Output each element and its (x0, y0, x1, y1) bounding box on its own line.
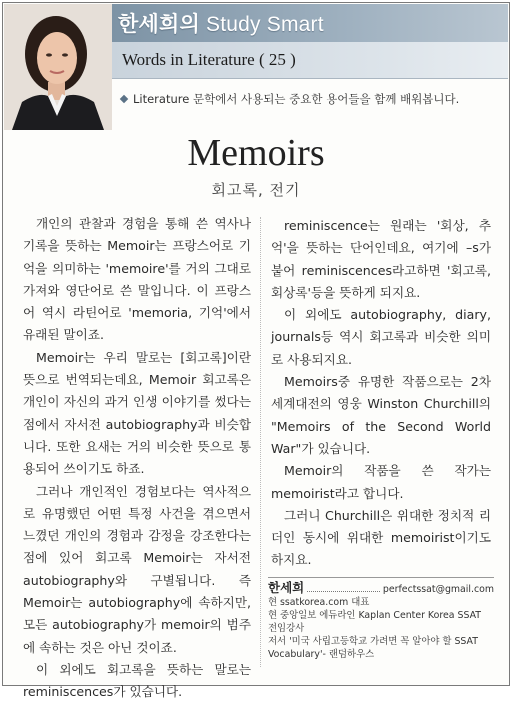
dotted-leader (307, 591, 380, 592)
paragraph: reminiscence는 원래는 '회상, 추억'을 뜻하는 단어인데요, 여기에 –s가 붙어 reminiscences라고하면 '회고록, 회상록'등을 뜻하게 되지요. (271, 218, 491, 300)
paragraph: 개인의 관찰과 경험을 통해 쓴 역사나 기록을 뜻하는 Memoir는 프랑스어로 기억을 의미하는 'memoire'를 거의 그대로 가져와 영단어로 쓴 말입니다. 이 프랑스어 역시 라틴어로 'memoria, 기억'에서 유래된 말이죠. (23, 216, 251, 343)
author-bio-line: 저서 '미국 사립고등학교 가려면 꼭 알아야 할 SSAT (268, 636, 478, 647)
article-page (2, 2, 510, 700)
author-box (268, 577, 494, 661)
author-name: 한세희 (268, 580, 305, 595)
series-subtitle: Words in Literature ( 25 ) (122, 50, 296, 69)
paragraph: Memoirs중 유명한 작품으로는 2차 세계대전의 영웅 Winston Churchill의 "Memoirs of the Second World War"가 있습니다. (271, 374, 491, 456)
author-photo (4, 4, 112, 130)
left-column (23, 213, 251, 704)
author-bio-line: Vocabulary'- 랜덤하우스 (268, 649, 375, 660)
author-name-row (268, 581, 494, 596)
header-subbanner (112, 42, 508, 79)
diamond-bullet-icon (120, 95, 128, 103)
header-banner (112, 4, 508, 42)
paragraph: 그러나 개인적인 경험보다는 역사적으로 유명했던 어떤 특정 사건을 겪으면서 느꼈던 개인의 경험과 감정을 강조한다는 점에 있어 회고록 Memoir는 자서전 autobiography와 구별됩니다. 즉 Memoir는 autobiography에 속하지만, 모든 autobiography가 memoir의 범주에 속하는 것은 아닌 것이죠. (23, 483, 251, 655)
paragraph: Memoir는 우리 말로는 [회고록]이란 뜻으로 번역되는데요, Memoir 회고록은 개인이 자신의 과거 인생 이야기를 썼다는 점에서 자서전 autobiography과 비슷합니다. 또한 요새는 거의 비슷한 뜻으로 통용되어 쓰이기도 하죠. (23, 349, 251, 477)
author-bio-line: 현 ssatkorea.com 대표 (268, 597, 370, 608)
author-bio-line: 전임강사 (268, 623, 305, 634)
paragraph: 그러니 Churchill은 위대한 정치적 리더인 동시에 위대한 memoirist이기도 하지요. (271, 507, 491, 568)
paragraph: Memoir의 작품을 쓴 작가는 memoirist라고 합니다. (271, 463, 491, 501)
author-bio-line: 현 중앙일보 에듀라인 Kaplan Center Korea SSAT (268, 610, 481, 621)
article-title: Memoirs (187, 132, 325, 174)
intro-line (121, 91, 499, 107)
paragraph: 이 외에도 회고록을 뜻하는 말로는 reminiscences가 있습니다. (23, 661, 251, 700)
series-title: 한세희의 Study Smart (118, 13, 324, 36)
article-subtitle: 회고록, 전기 (211, 181, 301, 199)
author-email: perfectssat@gmail.com (382, 584, 494, 595)
column-divider (260, 217, 261, 667)
paragraph: 이 외에도 autobiography, diary, journals등 역시 회고록과 비슷한 의미로 사용되지요. (271, 307, 491, 367)
right-column (271, 215, 491, 572)
intro-text: Literature 문학에서 사용되는 중요한 용어들을 함께 배워봅니다. (133, 92, 460, 106)
